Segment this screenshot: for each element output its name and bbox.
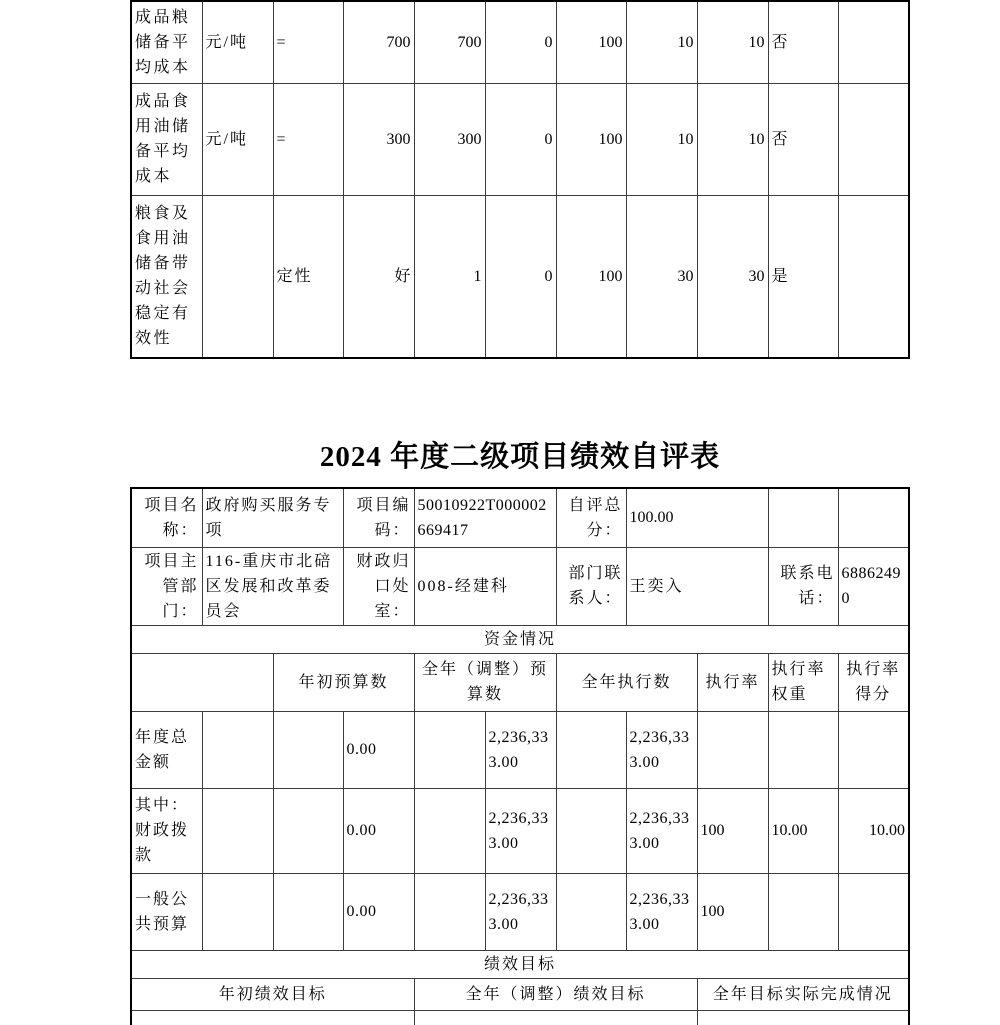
header-rate-score: 执行率得分 <box>838 653 909 711</box>
funds-adjusted: 2,236,333.00 <box>485 873 556 950</box>
funds-initial: 0.00 <box>343 873 414 950</box>
header-initial-budget: 年初预算数 <box>273 653 414 711</box>
indicator-target: 700 <box>343 1 414 83</box>
indicator-weight: 10 <box>626 1 697 83</box>
indicator-unit: 元/吨 <box>202 1 273 83</box>
funds-section-title: 资金情况 <box>131 625 909 653</box>
funds-rate: 100 <box>697 873 768 950</box>
funds-adjusted: 2,236,333.00 <box>485 788 556 873</box>
cell-empty <box>414 711 485 788</box>
header-adjusted-budget: 全年（调整）预算数 <box>414 653 556 711</box>
indicator-operator: 定性 <box>273 195 343 358</box>
finance-office-label: 财政归口处室： <box>343 547 414 625</box>
indicator-deviation: 0 <box>485 83 556 195</box>
cell-empty <box>556 788 626 873</box>
indicator-operator: = <box>273 1 343 83</box>
header-initial-goal: 年初绩效目标 <box>131 978 414 1010</box>
self-evaluation-table <box>130 487 910 1025</box>
department-value: 116-重庆市北碚区发展和改革委员会 <box>202 547 343 625</box>
cell-empty <box>202 788 273 873</box>
goals-section-title: 绩效目标 <box>131 950 909 978</box>
indicator-unit <box>202 195 273 358</box>
table-row <box>131 978 909 1010</box>
contact-label: 部门联系人： <box>556 547 626 625</box>
table-row <box>131 195 909 358</box>
cell-empty <box>131 1010 414 1025</box>
self-score-value: 100.00 <box>626 488 768 547</box>
table-row <box>131 653 909 711</box>
indicator-actual: 700 <box>414 1 485 83</box>
indicator-deviation: 0 <box>485 195 556 358</box>
funds-row-label: 一般公共预算 <box>131 873 202 950</box>
funds-initial: 0.00 <box>343 711 414 788</box>
self-score-label: 自评总分： <box>556 488 626 547</box>
funds-rate: 100 <box>697 788 768 873</box>
project-name-value: 政府购买服务专项 <box>202 488 343 547</box>
cell-empty <box>556 711 626 788</box>
phone-value: 68862490 <box>838 547 909 625</box>
cell-empty <box>273 788 343 873</box>
indicator-rate: 100 <box>556 195 626 358</box>
funds-weight <box>768 873 838 950</box>
funds-row-label: 年度总金额 <box>131 711 202 788</box>
project-name-label: 项目名称： <box>131 488 202 547</box>
project-code-label: 项目编码： <box>343 488 414 547</box>
cell-empty <box>414 1010 697 1025</box>
indicator-flag: 否 <box>768 83 838 195</box>
cell-empty <box>838 1 909 83</box>
cell-empty <box>202 711 273 788</box>
funds-score <box>838 711 909 788</box>
indicator-flag: 是 <box>768 195 838 358</box>
table-row <box>131 488 909 547</box>
funds-weight <box>768 711 838 788</box>
funds-executed: 2,236,333.00 <box>626 788 697 873</box>
cell-empty <box>838 195 909 358</box>
indicator-flag: 否 <box>768 1 838 83</box>
funds-rate <box>697 711 768 788</box>
indicator-rate: 100 <box>556 83 626 195</box>
table-row <box>131 711 909 788</box>
indicator-name: 成品粮储备平均成本 <box>131 1 202 83</box>
funds-weight: 10.00 <box>768 788 838 873</box>
header-rate-weight: 执行率权重 <box>768 653 838 711</box>
indicator-score: 10 <box>697 83 768 195</box>
table-row <box>131 788 909 873</box>
indicator-name: 成品食用油储备平均成本 <box>131 83 202 195</box>
funds-adjusted: 2,236,333.00 <box>485 711 556 788</box>
indicator-deviation: 0 <box>485 1 556 83</box>
table-row <box>131 873 909 950</box>
header-executed: 全年执行数 <box>556 653 697 711</box>
cell-empty <box>556 873 626 950</box>
indicator-score: 10 <box>697 1 768 83</box>
cell-empty <box>131 653 273 711</box>
indicator-target: 300 <box>343 83 414 195</box>
funds-score: 10.00 <box>838 788 909 873</box>
phone-label: 联系电话： <box>768 547 838 625</box>
cell-empty <box>273 711 343 788</box>
funds-executed: 2,236,333.00 <box>626 711 697 788</box>
indicator-rate: 100 <box>556 1 626 83</box>
table-row <box>131 547 909 625</box>
page-title: 2024 年度二级项目绩效自评表 <box>319 441 721 473</box>
indicator-table <box>130 0 910 359</box>
header-actual-completion: 全年目标实际完成情况 <box>697 978 909 1010</box>
cell-empty <box>202 873 273 950</box>
header-adjusted-goal: 全年（调整）绩效目标 <box>414 978 697 1010</box>
funds-row-label: 其中：财政拨款 <box>131 788 202 873</box>
table-row <box>131 1 909 83</box>
table-row <box>131 1010 909 1025</box>
cell-empty <box>838 83 909 195</box>
funds-executed: 2,236,333.00 <box>626 873 697 950</box>
cell-empty <box>414 788 485 873</box>
contact-value: 王奕入 <box>626 547 768 625</box>
indicator-name: 粮食及食用油储备带动社会稳定有效性 <box>131 195 202 358</box>
funds-initial: 0.00 <box>343 788 414 873</box>
indicator-actual: 300 <box>414 83 485 195</box>
indicator-weight: 10 <box>626 83 697 195</box>
funds-score <box>838 873 909 950</box>
indicator-target: 好 <box>343 195 414 358</box>
cell-empty <box>273 873 343 950</box>
department-label: 项目主管部门： <box>131 547 202 625</box>
cell-empty <box>768 488 838 547</box>
finance-office-value: 008-经建科 <box>414 547 556 625</box>
indicator-unit: 元/吨 <box>202 83 273 195</box>
indicator-actual: 1 <box>414 195 485 358</box>
header-execution-rate: 执行率 <box>697 653 768 711</box>
cell-empty <box>414 873 485 950</box>
cell-empty <box>838 488 909 547</box>
indicator-weight: 30 <box>626 195 697 358</box>
table-row <box>131 625 909 653</box>
indicator-score: 30 <box>697 195 768 358</box>
indicator-operator: = <box>273 83 343 195</box>
project-code-value: 50010922T000002669417 <box>414 488 556 547</box>
table-row <box>131 950 909 978</box>
cell-empty <box>697 1010 909 1025</box>
table-row <box>131 83 909 195</box>
